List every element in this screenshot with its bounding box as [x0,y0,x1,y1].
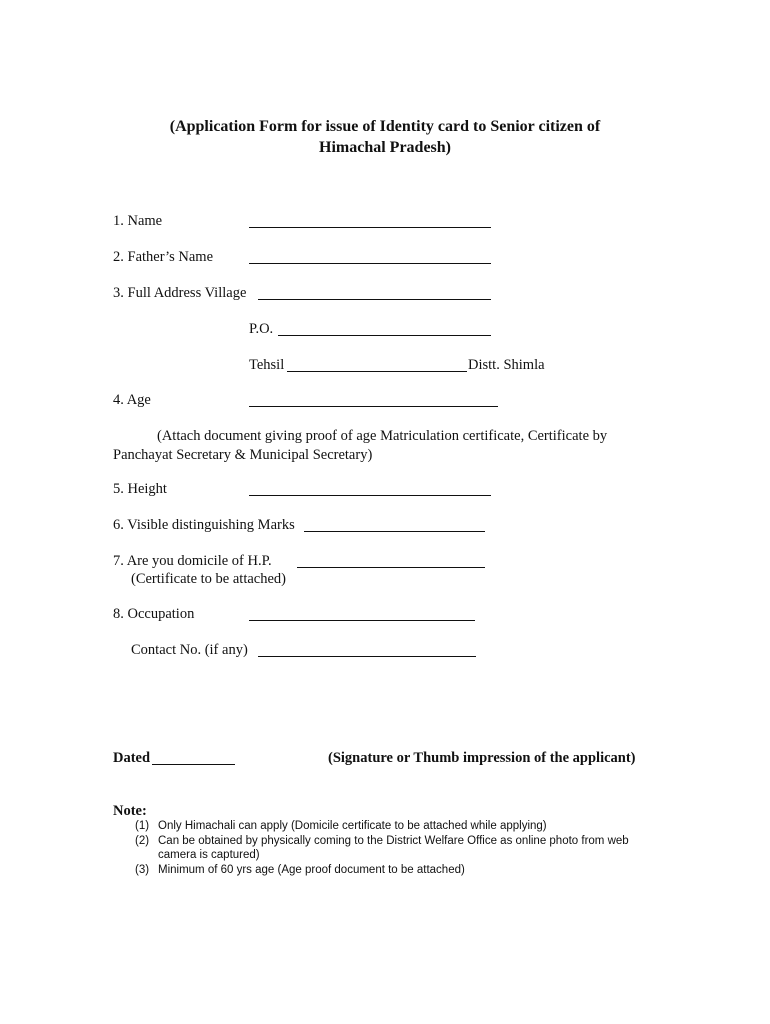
note-number: (3) [135,863,150,876]
form-title-line-1: (Application Form for issue of Identity card to Senior citizen of [169,118,601,135]
note-number: (2) [135,834,150,847]
height-label: 5. Height [113,481,167,497]
occupation-blank[interactable] [249,620,475,621]
age-blank[interactable] [249,406,498,407]
tehsil-blank[interactable] [287,371,467,372]
note-text: Can be obtained by physically coming to the District Welfare Office as online photo from web camera is captured) [158,834,629,861]
name-blank[interactable] [249,227,491,228]
form-title-line-2: Himachal Pradesh) [319,139,451,156]
po-blank[interactable] [278,335,491,336]
po-label: P.O. [249,321,274,337]
tehsil-label: Tehsil [249,357,285,373]
distt-label: Distt. Shimla [468,357,545,373]
note-text: Minimum of 60 yrs age (Age proof document to be attached) [158,863,465,876]
dated-label: Dated [113,750,151,766]
note-heading: Note: [113,803,147,819]
note-item [135,819,665,834]
father-name-label: 2. Father’s Name [113,249,213,265]
height-blank[interactable] [249,495,491,496]
marks-blank[interactable] [304,531,485,532]
domicile-blank[interactable] [297,567,485,568]
domicile-label: 7. Are you domicile of H.P. [113,553,272,569]
marks-label: 6. Visible distinguishing Marks [113,517,295,533]
address-village-blank[interactable] [258,299,491,300]
name-label: 1. Name [113,213,163,229]
note-text: Only Himachali can apply (Domicile certificate to be attached while applying) [158,820,547,832]
dated-blank[interactable] [152,764,235,765]
contact-label: Contact No. (if any) [131,642,248,658]
note-number: (1) [135,820,150,832]
note-item [135,863,665,878]
signature-label: (Signature or Thumb impression of the applicant) [328,750,636,766]
address-village-label: 3. Full Address Village [113,285,247,301]
father-name-blank[interactable] [249,263,491,264]
occupation-label: 8. Occupation [113,606,195,622]
age-proof-note: (Attach document giving proof of age Matriculation certificate, Certificate by Panchayat Secretary & Municipal Secretary) [113,428,608,463]
domicile-note: (Certificate to be attached) [131,571,286,587]
age-label: 4. Age [113,392,151,408]
notes-list [135,819,665,877]
form-title [100,116,670,158]
note-item [135,834,665,863]
contact-blank[interactable] [258,656,476,657]
